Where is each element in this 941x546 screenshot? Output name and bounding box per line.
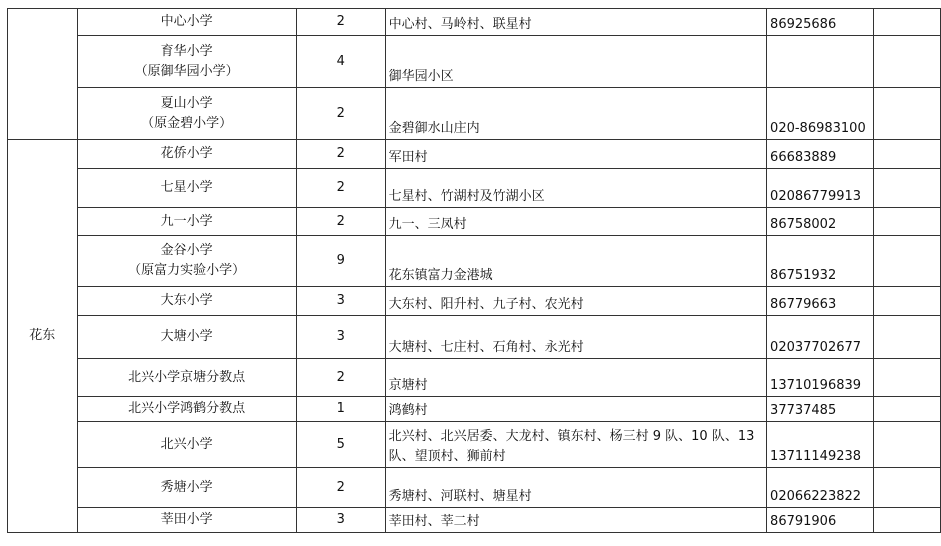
school-name-cell: 中心小学 <box>77 9 296 36</box>
area-cell: 鸿鹤村 <box>385 397 766 422</box>
count-cell: 2 <box>296 169 385 208</box>
phone-cell: 02037702677 <box>767 316 874 359</box>
count-cell: 2 <box>296 9 385 36</box>
note-cell <box>873 316 940 359</box>
phone-cell: 86925686 <box>767 9 874 36</box>
table-row <box>8 169 941 208</box>
count-cell: 2 <box>296 88 385 140</box>
table-row <box>8 508 941 533</box>
phone-cell: 86791906 <box>767 508 874 533</box>
note-cell <box>873 140 940 169</box>
area-cell: 北兴村、北兴居委、大龙村、镇东村、杨三村 9 队、10 队、13 队、望顶村、狮前村 <box>385 422 766 468</box>
area-cell: 中心村、马岭村、联星村 <box>385 9 766 36</box>
area-cell: 九一、三凤村 <box>385 208 766 236</box>
school-name-cell: 大东小学 <box>77 287 296 316</box>
table-row <box>8 287 941 316</box>
school-name-cell: 金谷小学 （原富力实验小学） <box>77 236 296 287</box>
count-cell: 2 <box>296 208 385 236</box>
note-cell <box>873 508 940 533</box>
table-row <box>8 468 941 508</box>
area-cell: 御华园小区 <box>385 36 766 88</box>
town-cell-huadong: 花东 <box>8 140 78 533</box>
table-row <box>8 397 941 422</box>
count-cell: 3 <box>296 508 385 533</box>
phone-cell: 02086779913 <box>767 169 874 208</box>
phone-cell: 02066223822 <box>767 468 874 508</box>
count-cell: 2 <box>296 140 385 169</box>
area-cell: 京塘村 <box>385 359 766 397</box>
phone-cell: 86758002 <box>767 208 874 236</box>
area-cell: 军田村 <box>385 140 766 169</box>
table-row <box>8 208 941 236</box>
count-cell: 2 <box>296 468 385 508</box>
phone-cell: 020-86983100 <box>767 88 874 140</box>
area-cell: 七星村、竹湖村及竹湖小区 <box>385 169 766 208</box>
note-cell <box>873 208 940 236</box>
area-cell: 大塘村、七庄村、石角村、永光村 <box>385 316 766 359</box>
note-cell <box>873 169 940 208</box>
table-row <box>8 316 941 359</box>
count-cell: 1 <box>296 397 385 422</box>
phone-cell: 13710196839 <box>767 359 874 397</box>
note-cell <box>873 36 940 88</box>
phone-cell: 86779663 <box>767 287 874 316</box>
school-name-cell: 花侨小学 <box>77 140 296 169</box>
note-cell <box>873 359 940 397</box>
school-name-cell: 夏山小学 （原金碧小学） <box>77 88 296 140</box>
count-cell: 3 <box>296 287 385 316</box>
school-name-cell: 七星小学 <box>77 169 296 208</box>
phone-cell: 86751932 <box>767 236 874 287</box>
area-cell: 大东村、阳升村、九子村、农光村 <box>385 287 766 316</box>
table-row <box>8 36 941 88</box>
count-cell: 4 <box>296 36 385 88</box>
note-cell <box>873 468 940 508</box>
table-row <box>8 236 941 287</box>
table-row <box>8 88 941 140</box>
school-name-cell: 北兴小学鸿鹤分教点 <box>77 397 296 422</box>
phone-cell: 66683889 <box>767 140 874 169</box>
school-name-cell: 大塘小学 <box>77 316 296 359</box>
school-name-cell: 北兴小学 <box>77 422 296 468</box>
count-cell: 5 <box>296 422 385 468</box>
table-row <box>8 9 941 36</box>
school-name-cell: 九一小学 <box>77 208 296 236</box>
school-name-cell: 育华小学 （原御华园小学） <box>77 36 296 88</box>
note-cell <box>873 236 940 287</box>
phone-cell: 13711149238 <box>767 422 874 468</box>
school-district-table <box>7 8 941 533</box>
phone-cell <box>767 36 874 88</box>
school-name-cell: 北兴小学京塘分教点 <box>77 359 296 397</box>
area-cell: 秀塘村、河联村、塘星村 <box>385 468 766 508</box>
note-cell <box>873 422 940 468</box>
area-cell: 莘田村、莘二村 <box>385 508 766 533</box>
count-cell: 2 <box>296 359 385 397</box>
area-cell: 花东镇富力金港城 <box>385 236 766 287</box>
count-cell: 3 <box>296 316 385 359</box>
town-cell-previous <box>8 9 78 140</box>
note-cell <box>873 287 940 316</box>
table-row <box>8 422 941 468</box>
school-name-cell: 莘田小学 <box>77 508 296 533</box>
count-cell: 9 <box>296 236 385 287</box>
area-cell: 金碧御水山庄内 <box>385 88 766 140</box>
school-name-cell: 秀塘小学 <box>77 468 296 508</box>
note-cell <box>873 9 940 36</box>
table-row <box>8 140 941 169</box>
phone-cell: 37737485 <box>767 397 874 422</box>
note-cell <box>873 397 940 422</box>
table-row <box>8 359 941 397</box>
note-cell <box>873 88 940 140</box>
